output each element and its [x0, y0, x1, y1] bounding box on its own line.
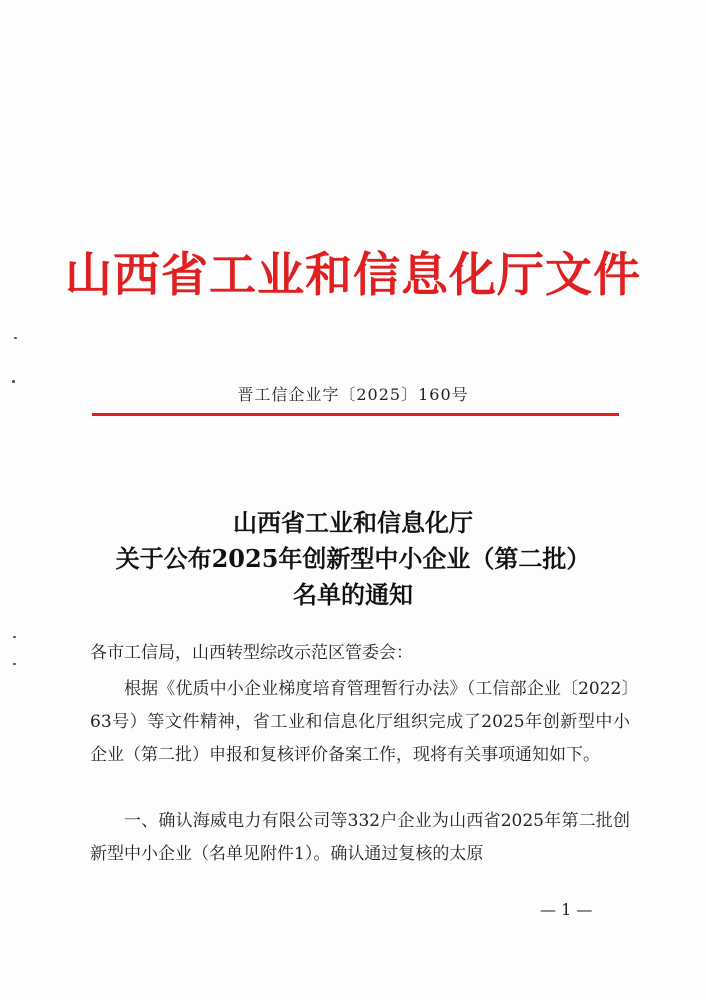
document-header-title: 山西省工业和信息化厅文件 [65, 248, 641, 303]
red-divider [92, 413, 619, 416]
scan-mark [13, 663, 16, 665]
notice-title-line-3: 名单的通知 [293, 580, 413, 609]
salutation: 各市工信局，山西转型综改示范区管委会： [90, 643, 413, 663]
notice-title-line-1: 山西省工业和信息化厅 [233, 508, 473, 537]
notice-title-line-2: 关于公布2025年创新型中小企业（第二批） [115, 544, 591, 573]
paragraph-2: 一、确认海威电力有限公司等332户企业为山西省2025年第二批创新型中小企业（名单见附件1）。确认通过复核的太原 [90, 811, 630, 864]
document-number: 晋工信企业字〔2025〕160号 [237, 385, 469, 404]
scan-mark [13, 636, 16, 638]
paragraph-1: 根据《优质中小企业梯度培育管理暂行办法》（工信部企业〔2022〕63号）等文件精神，省工业和信息化厅组织完成了2025年创新型中小企业（第二批）申报和复核评价备案工作，现将有关事项通知如下。 [90, 679, 630, 765]
page-number: — 1 — [540, 900, 593, 919]
scan-mark [14, 337, 17, 339]
